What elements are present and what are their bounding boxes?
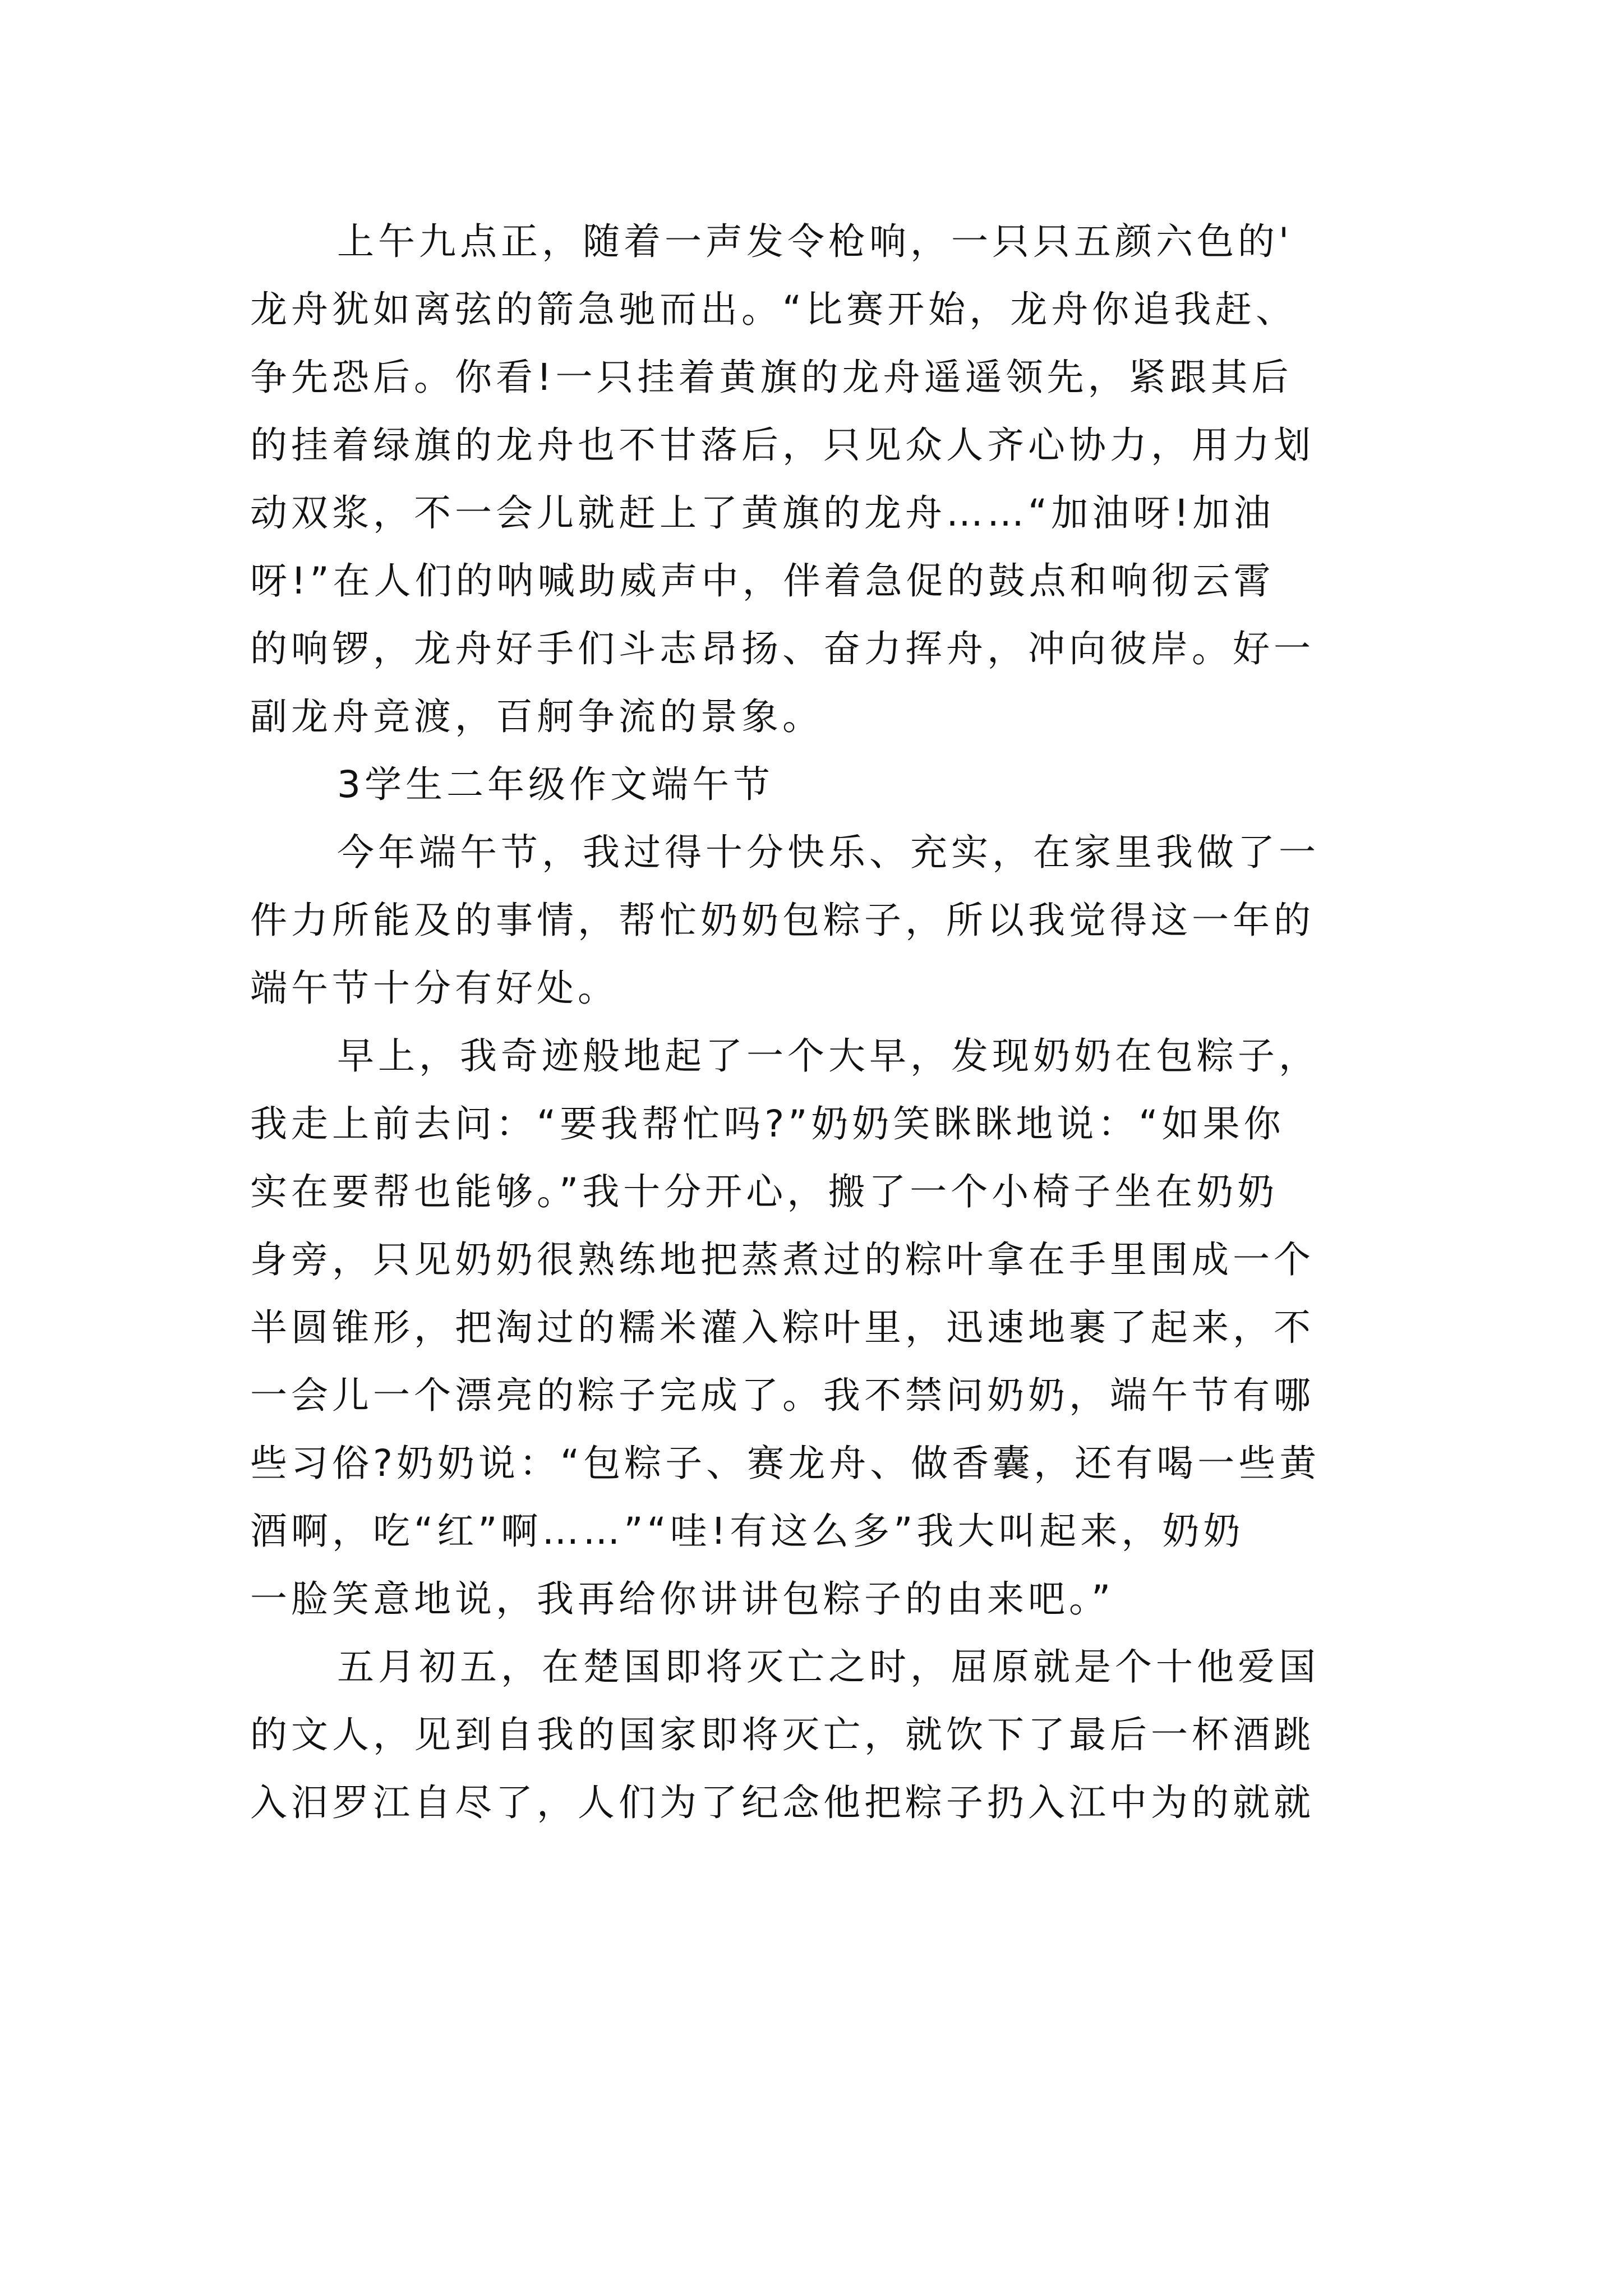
text-line: 龙舟犹如离弦的箭急驰而出。“比赛开始，龙舟你追我赶、: [250, 288, 1297, 331]
text-line: 五月初五，在楚国即将灭亡之时，屈原就是个十他爱国: [337, 1645, 1320, 1688]
text-line: 早上，我奇迹般地起了一个大早，发现奶奶在包粽子，: [337, 1034, 1320, 1078]
text-line: 动双浆，不一会儿就赶上了黄旗的龙舟……“加油呀!加油: [250, 491, 1275, 535]
text-line: 的文人，见到自我的国家即将灭亡，就饮下了最后一杯酒跳: [250, 1713, 1315, 1756]
section-heading: 3学生二年级作文端午节: [337, 763, 774, 806]
text-line: 副龙舟竞渡，百舸争流的景象。: [250, 695, 823, 738]
text-line: 的响锣，龙舟好手们斗志昂扬、奋力挥舟，冲向彼岸。好一: [250, 627, 1315, 670]
text-line: 争先恐后。你看!一只挂着黄旗的龙舟遥遥领先，紧跟其后: [250, 356, 1293, 399]
text-line: 酒啊，吃“红”啊……”“哇!有这么多”我大叫起来，奶奶: [250, 1510, 1244, 1553]
document-body: [250, 208, 1389, 1837]
text-line: 一脸笑意地说，我再给你讲讲包粽子的由来吧。”: [250, 1577, 1115, 1621]
text-line: 上午九点正，随着一声发令枪响，一只只五颜六色的': [337, 220, 1293, 263]
text-line: 实在要帮也能够。”我十分开心，搬了一个小椅子坐在奶奶: [250, 1170, 1279, 1213]
text-line: 我走上前去问：“要我帮忙吗?”奶奶笑眯眯地说：“如果你: [250, 1102, 1285, 1145]
text-line: 身旁，只见奶奶很熟练地把蒸煮过的粽叶拿在手里围成一个: [250, 1238, 1315, 1281]
text-line: 半圆锥形，把淘过的糯米灌入粽叶里，迅速地裹了起来，不: [250, 1306, 1315, 1349]
text-line: 件力所能及的事情，帮忙奶奶包粽子，所以我觉得这一年的: [250, 899, 1315, 942]
text-line: 今年端午节，我过得十分快乐、充实，在家里我做了一: [337, 831, 1320, 874]
text-line: 呀!”在人们的呐喊助威声中，伴着急促的鼓点和响彻云霄: [250, 559, 1275, 602]
text-line: 的挂着绿旗的龙舟也不甘落后，只见众人齐心协力，用力划: [250, 424, 1315, 467]
text-line: 一会儿一个漂亮的粽子完成了。我不禁问奶奶，端午节有哪: [250, 1374, 1315, 1417]
text-line: 端午节十分有好处。: [250, 967, 619, 1010]
text-line: 些习俗?奶奶说：“包粽子、赛龙舟、做香囊，还有喝一些黄: [250, 1442, 1321, 1485]
text-line: 入汨罗江自尽了，人们为了纪念他把粽子扔入江中为的就就: [250, 1781, 1315, 1824]
